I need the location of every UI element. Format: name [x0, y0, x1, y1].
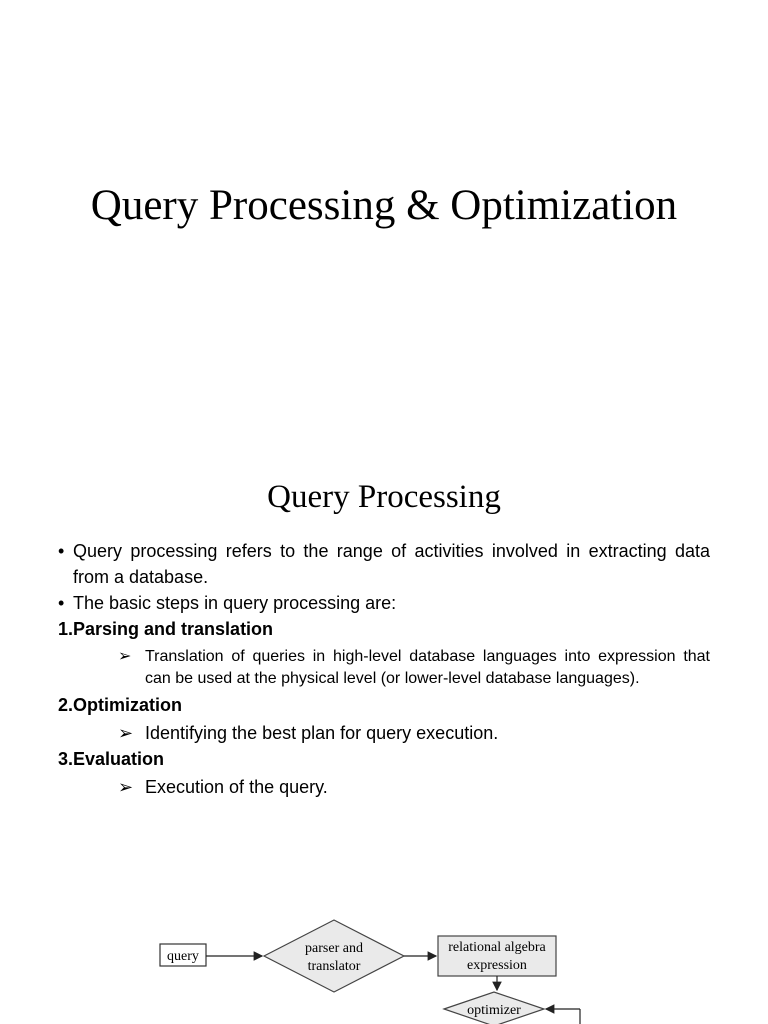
arrow-bullet-icon: ➢ — [118, 723, 134, 743]
step-heading-parsing: 1.Parsing and translation — [58, 619, 274, 639]
bullet-text: The basic steps in query processing are: — [73, 593, 397, 613]
step-detail-parsing — [118, 646, 710, 690]
relational-label-line2: expression — [467, 958, 527, 973]
relational-label-line1: relational algebra — [448, 940, 546, 955]
bullet-item — [58, 590, 710, 616]
step-detail-text: Execution of the query. — [145, 777, 328, 797]
bullet-item — [58, 538, 710, 590]
step-heading-evaluation: 3.Evaluation — [58, 749, 165, 769]
step-detail-text: Identifying the best plan for query execution. — [145, 723, 499, 743]
arrow-bullet-icon: ➢ — [118, 648, 132, 665]
arrow-bullet-icon: ➢ — [118, 777, 134, 797]
parser-label-line1: parser and — [305, 941, 363, 956]
step-detail-evaluation — [118, 774, 710, 800]
parser-translator-diamond — [264, 920, 404, 992]
step-detail-optimization — [118, 720, 710, 746]
content-body — [58, 538, 710, 800]
parser-label-line2: translator — [307, 959, 361, 974]
bullet-icon: • — [58, 593, 65, 613]
query-processing-diagram — [0, 910, 768, 1024]
query-box-label: query — [167, 949, 199, 964]
bullet-icon: • — [58, 541, 65, 561]
slide-title: Query Processing & Optimization — [90, 182, 678, 229]
optimizer-label: optimizer — [467, 1003, 521, 1018]
section-title: Query Processing — [267, 479, 501, 515]
step-heading-optimization: 2.Optimization — [58, 695, 183, 715]
bullet-text: Query processing refers to the range of activities involved in extracting data from a database. — [73, 541, 710, 587]
step-detail-text: Translation of queries in high-level database languages into expression that can be used at the physical level (or lower-level database languages). — [145, 648, 710, 687]
